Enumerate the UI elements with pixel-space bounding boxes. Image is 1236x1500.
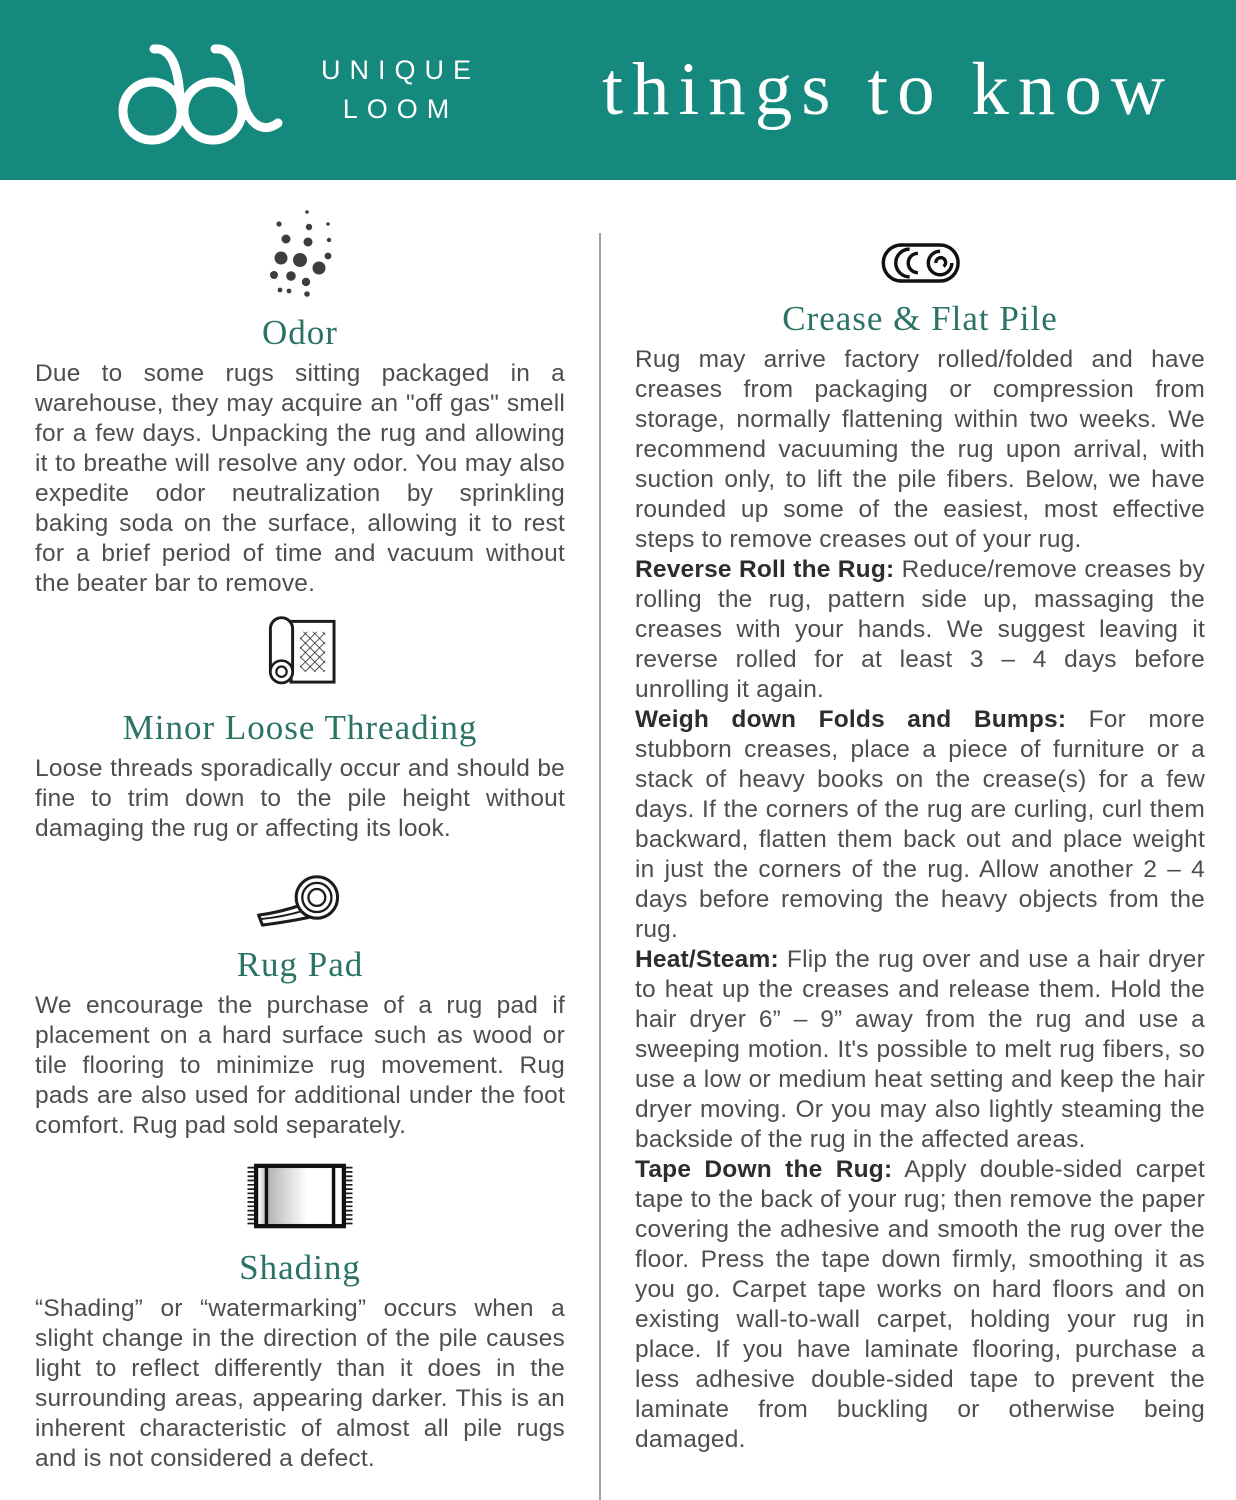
header-banner (0, 0, 1236, 180)
left-column (35, 180, 565, 1474)
section-loose-threading (35, 599, 565, 844)
column-divider (599, 233, 601, 1500)
section-body-rug-pad: We encourage the purchase of a rug pad if placement on a hard surface such as wood or tile flooring to minimize rug movement. Rug pads are also used for additional under the foot comfort. Rug pad sold separately. (35, 992, 565, 1139)
tip-weigh-down-text: For more stubborn creases, place a piece of furniture or a stack of heavy books on the crease(s) for a few days. If the corners of the rug are curling, curl them backward, flatten them back out and place weight in just the corners of the rug. Allow another 2 – 4 days before removing the heavy objects from the rug. (635, 706, 1205, 943)
brand-wordmark (312, 51, 480, 129)
tip-weigh-down-label: Weigh down Folds and Bumps: (635, 706, 1067, 733)
section-heading-rug-pad: Rug Pad (236, 945, 364, 984)
section-heading-crease: Crease & Flat Pile (782, 299, 1058, 338)
page-title: things to know (602, 48, 1174, 131)
rug-pad-roll-icon (254, 868, 346, 930)
odor-dots-icon (267, 206, 333, 298)
rolled-rug-crosshatch-icon (263, 609, 337, 693)
tip-heat-steam-text: Flip the rug over and use a hair dryer to heat up the creases and release them. Hold the hair dryer 6” – 9” away from the rug and use a sweeping motion. It's possible to melt rug fibers, so use a low or medium heat setting and keep the hair dryer moving. Or you may also lightly steaming the backside of the rug in the affected areas. (635, 946, 1205, 1153)
section-body-shading: “Shading” or “watermarking” occurs when a slight change in the direction of the pile causes light to reflect differently than it does in the surrounding areas, appearing darker. This is an inherent characteristic of almost all pile rugs and is not considered a defect. (35, 1295, 565, 1472)
brand-line-2: LOOM (342, 94, 459, 124)
section-crease-flat-pile (635, 180, 1205, 1455)
tip-tape-down-label: Tape Down the Rug: (635, 1156, 893, 1183)
section-odor (35, 180, 565, 599)
tip-tape-down-text: Apply double-sided carpet tape to the back of your rug; then remove the paper covering the adhesive and smooth the rug over the floor. Press the tape down firmly, smoothing it as you go. Carpet tape works on hard floors and on existing wall-to-wall carpet, holding your rug in place. If you have laminate flooring, purchase a less adhesive double-sided tape to prevent the laminate from buckling or otherwise being damaged. (635, 1156, 1206, 1453)
tip-reverse-roll (635, 555, 1205, 705)
tip-reverse-roll-text: Reduce/remove creases by rolling the rug, pattern side up, massaging the creases with your hands. We suggest leaving it reverse rolled for at least 3 – 4 days before unrolling it again. (635, 556, 1205, 703)
right-column (635, 180, 1205, 1455)
rolled-rug-spiral-icon (875, 242, 965, 284)
brand (112, 35, 480, 145)
section-intro-crease: Rug may arrive factory rolled/folded and have creases from packaging or compression from storage, normally flattening within two weeks. We recommend vacuuming the rug upon arrival, with suction only, to lift the pile fibers. Below, we have rounded up some of the easiest, most effective steps to remove creases out of your rug. (635, 346, 1205, 553)
section-rug-pad (35, 844, 565, 1141)
section-heading-odor: Odor (262, 313, 338, 352)
tip-weigh-down (635, 705, 1205, 945)
tip-reverse-roll-label: Reverse Roll the Rug: (635, 556, 895, 583)
section-shading (35, 1141, 565, 1474)
brand-line-1: UNIQUE (321, 54, 481, 85)
section-body-odor: Due to some rugs sitting packaged in a warehouse, they may acquire an "off gas" smell for a few days. Unpacking the rug and allowing it to breathe will resolve any odor. You may also expedite odor neutralization by sprinkling baking soda on the surface, allowing it to rest for a brief period of time and vacuum without the beater bar to remove. (35, 360, 565, 597)
section-heading-loose-threading: Minor Loose Threading (122, 708, 478, 747)
tip-heat-steam-label: Heat/Steam: (635, 946, 779, 973)
unique-loom-logo-icon (112, 35, 284, 145)
tip-heat-steam (635, 945, 1205, 1155)
fringed-rug-icon (244, 1159, 356, 1233)
tip-tape-down (635, 1155, 1205, 1455)
section-body-loose-threading: Loose threads sporadically occur and should be fine to trim down to the pile height without damaging the rug or affecting its look. (35, 755, 565, 842)
section-heading-shading: Shading (239, 1248, 361, 1287)
